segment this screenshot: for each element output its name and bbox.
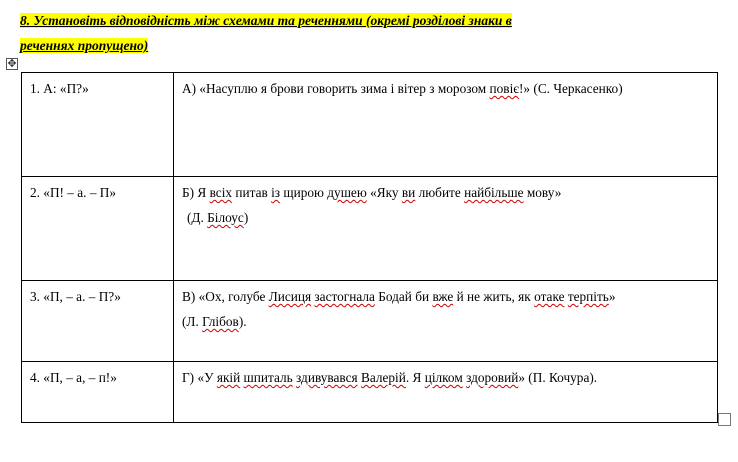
- sentence-text: ).: [238, 314, 247, 329]
- spellcheck-word: якій: [216, 370, 241, 385]
- table-row: [22, 177, 718, 281]
- sentence-text: (Д.: [187, 210, 208, 225]
- spellcheck-word: здивувався: [296, 370, 358, 385]
- spellcheck-word: Лисиця: [268, 289, 312, 304]
- scheme-cell[interactable]: [22, 177, 174, 281]
- spellcheck-word: шпиталь: [243, 370, 293, 385]
- spellcheck-word: повіє: [489, 81, 519, 96]
- sentence-text: любите: [415, 185, 465, 200]
- table-row: [22, 281, 718, 362]
- spellcheck-word: душею: [327, 185, 367, 200]
- scheme-cell[interactable]: [22, 73, 174, 177]
- sentence-text: Г) «У: [182, 370, 217, 385]
- sentence-text: питав: [232, 185, 272, 200]
- spellcheck-word: Глібов: [202, 314, 239, 329]
- move-arrows-icon[interactable]: ✥: [7, 57, 17, 70]
- sentence-text: В) «Ох, голубе: [182, 289, 269, 304]
- task-title-line-2: реченнях пропущено): [20, 38, 149, 53]
- spellcheck-word: отаке: [534, 289, 565, 304]
- sentence-cell[interactable]: [174, 362, 718, 423]
- sentence-text: » (П. Кочура).: [518, 370, 598, 385]
- sentence-text: Б) Я: [182, 185, 210, 200]
- sentence-cell[interactable]: [174, 73, 718, 177]
- scheme-text: 3. «П, – а. – П?»: [30, 289, 121, 304]
- sentence-text: (Л.: [182, 314, 203, 329]
- spellcheck-word: із: [271, 185, 281, 200]
- sentence-text: »: [608, 289, 616, 304]
- sentence-text: щирою: [280, 185, 328, 200]
- task-title-line-1: 8. Установіть відповідність між схемами та реченнями (окремі розділові знаки в: [20, 13, 512, 28]
- spellcheck-word: всіх: [209, 185, 233, 200]
- scheme-cell[interactable]: [22, 362, 174, 423]
- sentence-text: й не жить, як: [453, 289, 535, 304]
- sentence-text: . Я: [405, 370, 425, 385]
- sentence-text: мову»: [523, 185, 562, 200]
- spellcheck-word: найбільше: [464, 185, 524, 200]
- table-row: [22, 73, 718, 177]
- spellcheck-word: ви: [401, 185, 416, 200]
- sentence-text: «Яку: [366, 185, 402, 200]
- matching-table: [21, 72, 718, 423]
- scheme-text: 1. А: «П?»: [30, 81, 89, 96]
- spellcheck-word: застогнала: [314, 289, 375, 304]
- task-heading: [20, 8, 660, 58]
- spellcheck-word: Валерій: [360, 370, 406, 385]
- sentence-text: А) «Насуплю я брови говорить зима і вітер з морозом: [182, 81, 490, 96]
- sentence-cell[interactable]: [174, 281, 718, 362]
- sentence-cell[interactable]: [174, 177, 718, 281]
- sentence-text: Бодай би: [374, 289, 433, 304]
- resize-square-icon[interactable]: [718, 413, 731, 426]
- spellcheck-word: Білоус: [207, 210, 244, 225]
- spellcheck-word: вже: [432, 289, 454, 304]
- sentence-text: !» (С. Черкасенко): [518, 81, 623, 96]
- scheme-text: 4. «П, – а, – п!»: [30, 370, 117, 385]
- spellcheck-word: цілком: [424, 370, 463, 385]
- sentence-text: ): [243, 210, 249, 225]
- table-row: [22, 362, 718, 423]
- scheme-cell[interactable]: [22, 281, 174, 362]
- spellcheck-word: здоровий: [466, 370, 519, 385]
- scheme-text: 2. «П! – а. – П»: [30, 185, 117, 200]
- spellcheck-word: терпіть: [567, 289, 609, 304]
